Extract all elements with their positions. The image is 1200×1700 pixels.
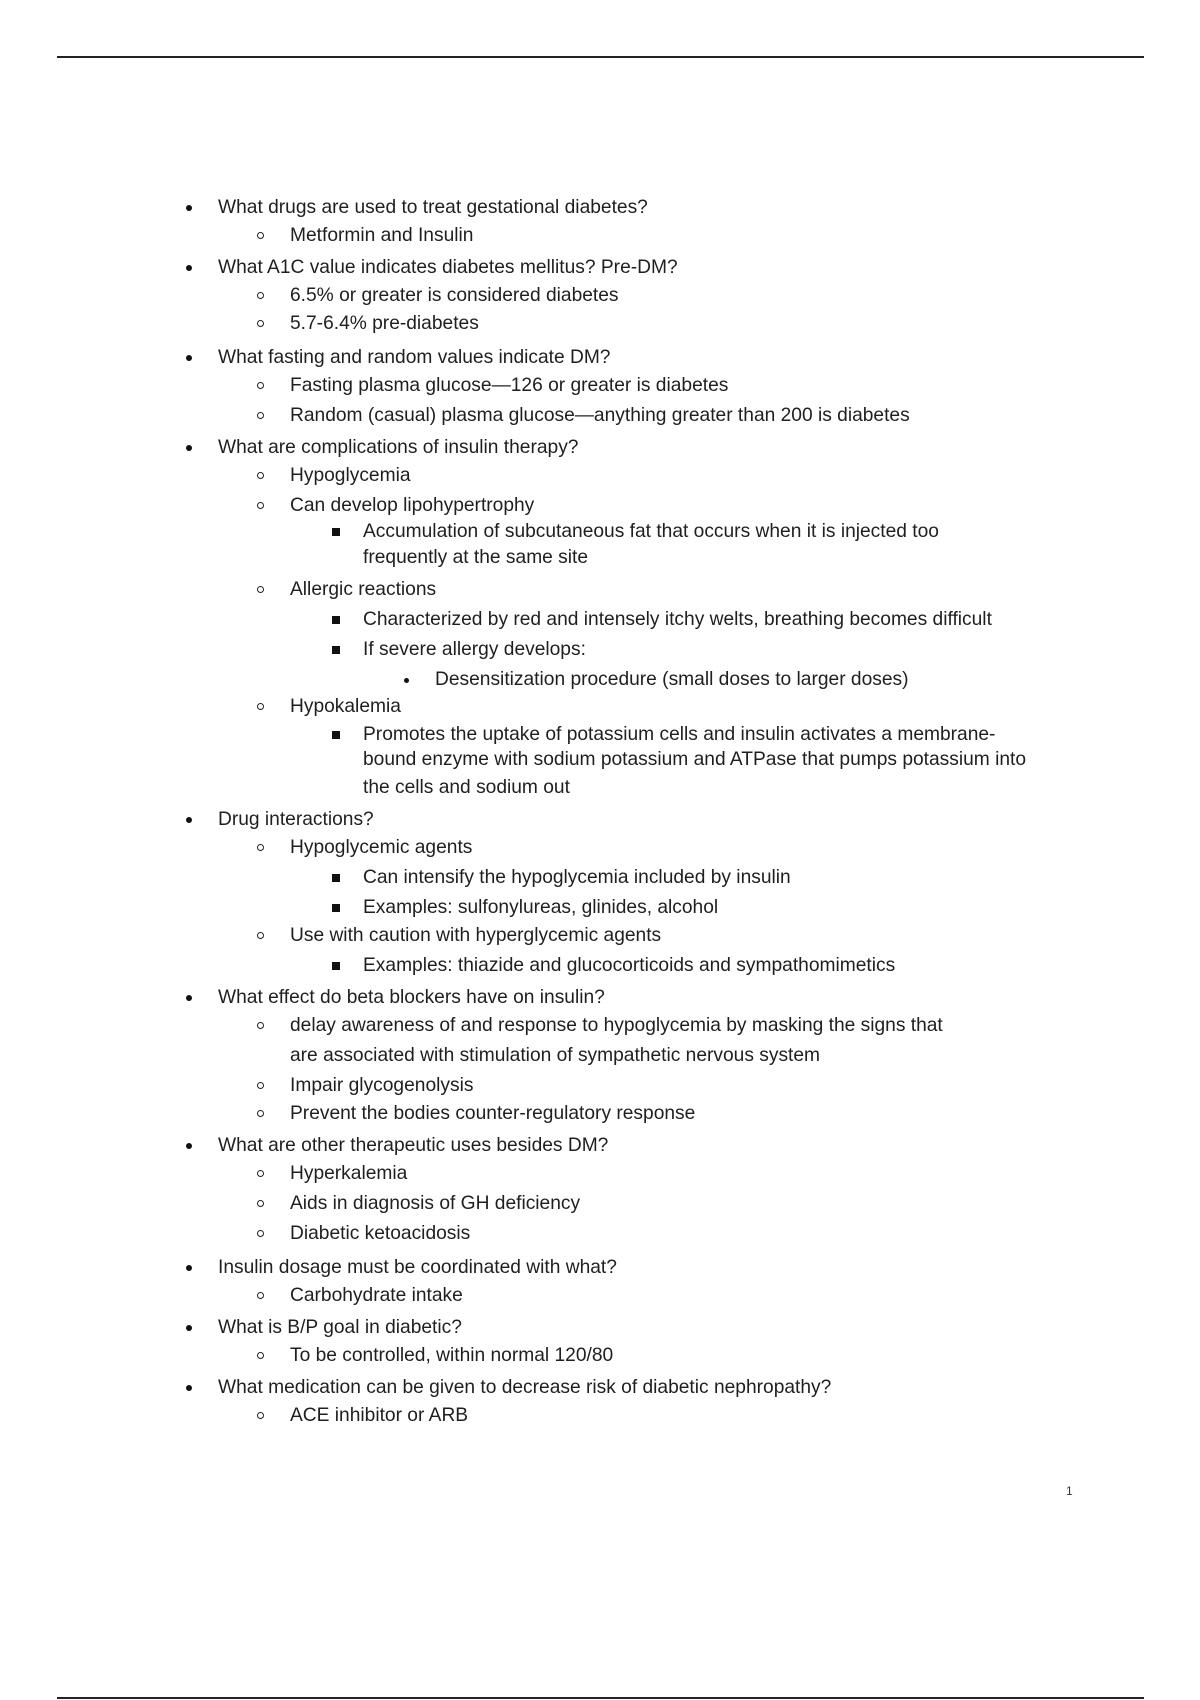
bullet-icon — [404, 678, 409, 683]
list-item — [290, 1192, 580, 1216]
list-item — [290, 578, 436, 602]
list-item-text: Hypoglycemic agents — [290, 837, 473, 858]
list-item-continuation — [363, 748, 1026, 772]
list-item-text: the cells and sodium out — [363, 777, 570, 798]
list-item — [290, 284, 619, 308]
bullet-icon — [186, 265, 192, 271]
list-item — [363, 723, 995, 747]
list-item — [290, 404, 910, 428]
list-item-text: Impair glycogenolysis — [290, 1075, 474, 1096]
list-item — [435, 668, 909, 692]
list-item-text: Examples: thiazide and glucocorticoids and sympathomimetics — [363, 955, 896, 976]
bullet-icon — [257, 412, 264, 419]
list-item-text: Hypokalemia — [290, 696, 401, 717]
bullet-icon — [257, 586, 264, 593]
bullet-icon — [186, 1265, 192, 1271]
list-item — [290, 924, 661, 948]
list-item-text: What are other therapeutic uses besides DM? — [218, 1135, 609, 1156]
bullet-icon — [332, 731, 340, 739]
bullet-icon — [186, 445, 192, 451]
bullet-icon — [186, 1143, 192, 1149]
list-item-text: bound enzyme with sodium potassium and ATPase that pumps potassium into — [363, 749, 1027, 770]
list-item-text: frequently at the same site — [363, 547, 589, 568]
bullet-icon — [332, 874, 340, 882]
bullet-icon — [186, 355, 192, 361]
bullet-icon — [257, 232, 264, 239]
list-item-text: Metformin and Insulin — [290, 225, 474, 246]
bullet-icon — [257, 1352, 264, 1359]
bullet-icon — [332, 616, 340, 624]
bullet-icon — [257, 502, 264, 509]
list-item — [363, 520, 939, 544]
list-item — [290, 1102, 695, 1126]
list-item-text: What are complications of insulin therapy? — [218, 437, 579, 458]
list-item-text: are associated with stimulation of sympathetic nervous system — [290, 1045, 821, 1066]
list-item-text: Random (casual) plasma glucose—anything greater than 200 is diabetes — [290, 405, 910, 426]
bullet-icon — [257, 932, 264, 939]
list-item-text: Can develop lipohypertrophy — [290, 495, 535, 516]
list-item-continuation — [363, 546, 588, 570]
bullet-icon — [186, 1385, 192, 1391]
list-item — [218, 256, 678, 280]
list-item-text: ACE inhibitor or ARB — [290, 1405, 469, 1426]
list-item — [290, 494, 534, 518]
bullet-icon — [186, 817, 192, 823]
list-item-text: Desensitization procedure (small doses to larger doses) — [435, 669, 909, 690]
list-item-text: 5.7-6.4% pre-diabetes — [290, 313, 479, 334]
footer-rule — [57, 1697, 1144, 1699]
list-item-text: Use with caution with hyperglycemic agents — [290, 925, 662, 946]
bullet-icon — [257, 1082, 264, 1089]
list-item — [290, 1222, 470, 1246]
bullet-icon — [257, 1412, 264, 1419]
list-item-text: Hyperkalemia — [290, 1163, 408, 1184]
list-item — [218, 1376, 831, 1400]
bullet-icon — [257, 1170, 264, 1177]
list-item — [218, 808, 374, 832]
bullet-icon — [257, 844, 264, 851]
list-item-text: Prevent the bodies counter-regulatory response — [290, 1103, 696, 1124]
list-item — [290, 312, 479, 336]
list-item — [290, 695, 401, 719]
list-item — [363, 954, 895, 978]
bullet-icon — [257, 320, 264, 327]
list-item-text: What medication can be given to decrease risk of diabetic nephropathy? — [218, 1377, 832, 1398]
bullet-icon — [257, 1200, 264, 1207]
list-item — [218, 1256, 617, 1280]
list-item — [218, 1134, 608, 1158]
list-item-text: Characterized by red and intensely itchy welts, breathing becomes difficult — [363, 609, 992, 630]
list-item-text: To be controlled, within normal 120/80 — [290, 1345, 614, 1366]
bullet-icon — [257, 1230, 264, 1237]
bullet-icon — [332, 528, 340, 536]
list-item-text: What fasting and random values indicate DM? — [218, 347, 611, 368]
list-item-text: What A1C value indicates diabetes mellitus? Pre-DM? — [218, 257, 678, 278]
list-item — [290, 1162, 407, 1186]
list-item — [290, 1074, 473, 1098]
bullet-icon — [186, 1325, 192, 1331]
list-item — [218, 196, 648, 220]
list-item — [290, 374, 728, 398]
list-item-text: Fasting plasma glucose—126 or greater is diabetes — [290, 375, 729, 396]
list-item — [218, 1316, 462, 1340]
list-item — [363, 866, 791, 890]
list-item-text: What is B/P goal in diabetic? — [218, 1317, 462, 1338]
list-item-text: Drug interactions? — [218, 809, 374, 830]
bullet-icon — [257, 1292, 264, 1299]
list-item — [290, 1014, 943, 1038]
list-item-text: Hypoglycemia — [290, 465, 411, 486]
bullet-icon — [257, 382, 264, 389]
list-item — [363, 896, 718, 920]
list-item-continuation — [290, 1044, 820, 1068]
list-item — [363, 638, 586, 662]
bullet-icon — [257, 1110, 264, 1117]
bullet-icon — [186, 205, 192, 211]
list-item-text: Can intensify the hypoglycemia included by insulin — [363, 867, 791, 888]
bullet-icon — [257, 472, 264, 479]
list-item — [290, 1344, 613, 1368]
list-item-text: Examples: sulfonylureas, glinides, alcohol — [363, 897, 719, 918]
list-item-text: What effect do beta blockers have on insulin? — [218, 987, 605, 1008]
list-item-text: delay awareness of and response to hypoglycemia by masking the signs that — [290, 1015, 943, 1036]
list-item-text: If severe allergy develops: — [363, 639, 586, 660]
page-number: 1 — [1066, 1484, 1073, 1498]
list-item-text: Promotes the uptake of potassium cells and insulin activates a membrane- — [363, 724, 996, 745]
list-item — [218, 436, 578, 460]
list-item — [218, 346, 610, 370]
list-item — [290, 464, 411, 488]
list-item-text: Insulin dosage must be coordinated with what? — [218, 1257, 617, 1278]
list-item-text: Accumulation of subcutaneous fat that occurs when it is injected too — [363, 521, 939, 542]
list-item-text: What drugs are used to treat gestational diabetes? — [218, 197, 648, 218]
list-item — [290, 1284, 463, 1308]
list-item-text: Diabetic ketoacidosis — [290, 1223, 471, 1244]
list-item — [290, 836, 472, 860]
list-item — [218, 986, 605, 1010]
list-item-continuation — [363, 776, 570, 800]
bullet-icon — [332, 904, 340, 912]
bullet-icon — [332, 646, 340, 654]
list-item — [290, 1404, 468, 1428]
list-item — [290, 224, 473, 248]
bullet-icon — [332, 962, 340, 970]
bullet-icon — [257, 1022, 264, 1029]
list-item-text: 6.5% or greater is considered diabetes — [290, 285, 619, 306]
list-item — [363, 608, 992, 632]
list-item-text: Allergic reactions — [290, 579, 437, 600]
bullet-icon — [186, 995, 192, 1001]
bullet-icon — [257, 703, 264, 710]
bullet-icon — [257, 292, 264, 299]
list-item-text: Carbohydrate intake — [290, 1285, 463, 1306]
list-item-text: Aids in diagnosis of GH deficiency — [290, 1193, 581, 1214]
